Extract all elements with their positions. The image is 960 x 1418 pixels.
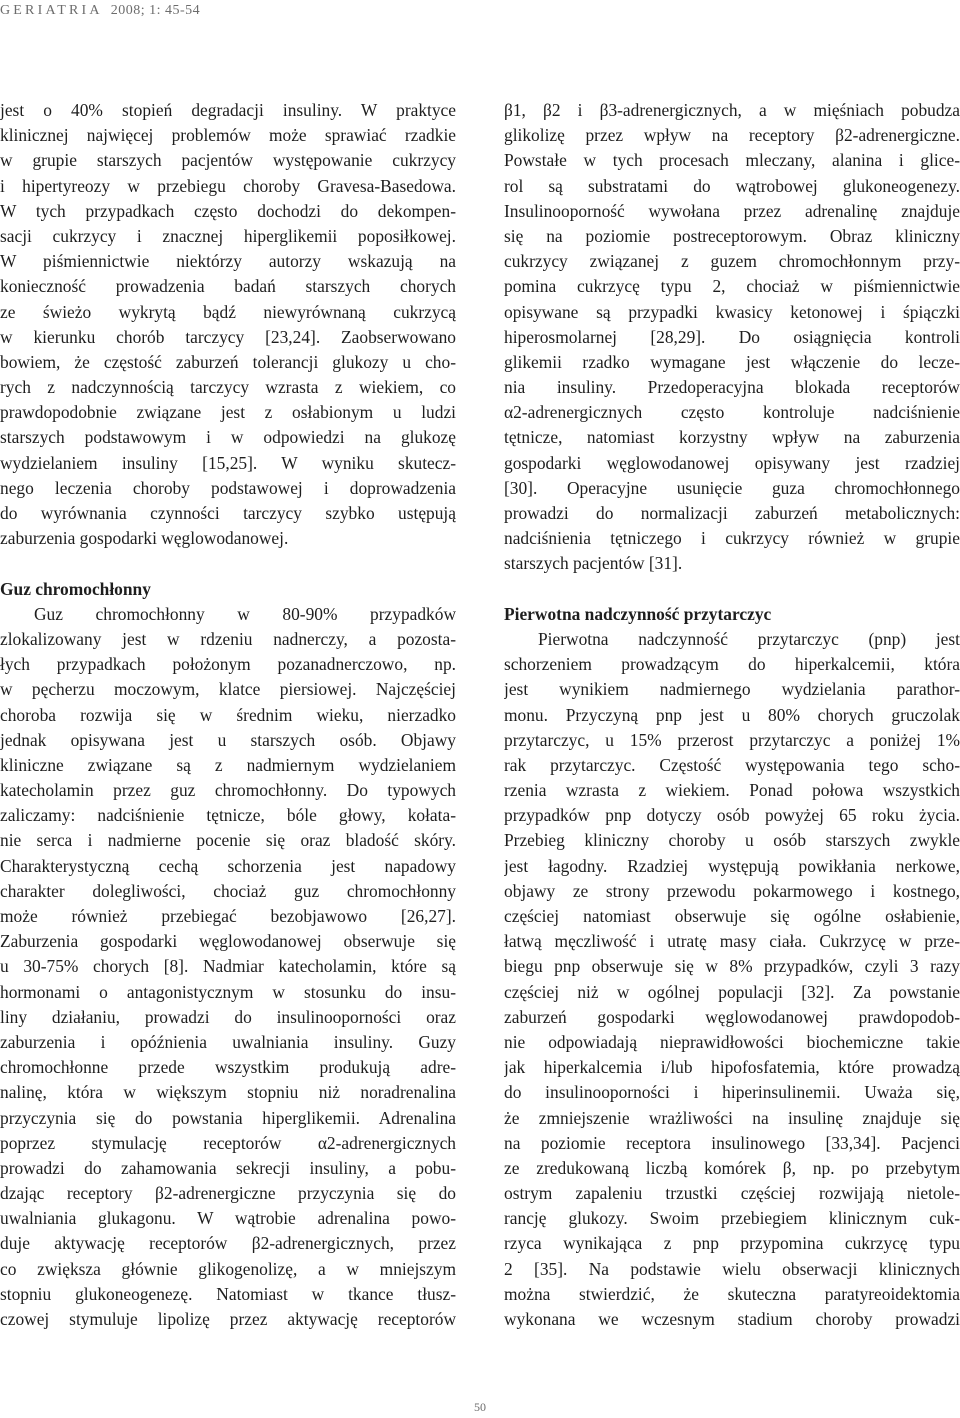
text-line: Zaburzenia gospodarki węglowodanowej obserwuje się xyxy=(0,931,456,952)
text-line: rancję glukozy. Swoim przebiegiem klinicznym cuk- xyxy=(504,1208,960,1229)
text-line: co zwiększa głównie glikogenolizę, a w mniejszym xyxy=(0,1258,456,1279)
text-line: W tych przypadkach często dochodzi do dekompen- xyxy=(0,200,456,221)
text-line: zaliczamy: nadciśnienie tętnicze, bóle głowy, kołata- xyxy=(0,805,456,826)
text-line: duje aktywację receptorów β2-adrenergicznych, przez xyxy=(0,1233,456,1254)
text-line: gospodarki węglowodanowej opisywany jest rzadziej xyxy=(504,452,960,473)
text-line: przytarczyc, u 15% przerost przytarczyc a poniżej 1% xyxy=(504,729,960,750)
text-line: charakter dolegliwości, chociaż guz chromochłonny xyxy=(0,880,456,901)
text-line: klinicznej najwięcej problemów może sprawiać rzadkie xyxy=(0,125,456,146)
text-line: prowadzi do normalizacji zaburzeń metabolicznych: xyxy=(504,503,960,523)
left-column xyxy=(0,98,456,1332)
text-line: sacji cukrzycy i znacznej hiperglikemii poposiłkowej. xyxy=(0,225,456,246)
text-line: rak przytarczyc. Częstość występowania tego scho- xyxy=(504,754,960,775)
text-line: jak hiperkalcemia i/lub hipofosfatemia, które prowadzą xyxy=(504,1057,960,1078)
text-line: katecholamin przez guz chromochłonny. Do typowych xyxy=(0,780,456,801)
text-line: Charakterystyczną cechą schorzenia jest napadowy xyxy=(0,855,456,876)
text-line: nia insuliny. Przedoperacyjna blokada receptorów xyxy=(504,377,960,398)
text-line: opisywane są przypadki kwasicy ketonowej i śpiączki xyxy=(504,301,960,322)
text-line: Powstałe w tych procesach mleczany, alanina i glice- xyxy=(504,150,960,171)
text-line: ze zredukowaną liczbą komórek β, np. po przebytym xyxy=(504,1157,960,1178)
text-line: kliniczne związane są z nadmiernym wydzielaniem xyxy=(0,754,456,775)
journal-name: GERIATRIA xyxy=(0,3,103,18)
text-line: w pęcherzu moczowym, klatce piersiowej. Najczęściej xyxy=(0,679,456,700)
text-line: jest wynikiem nadmiernego wydzielania parathor- xyxy=(504,679,960,700)
text-line: łych przypadkach położonym pozanadnerczowo, np. xyxy=(0,654,456,675)
text-line: bowiem, że częstość zaburzeń tolerancji glukozy u cho- xyxy=(0,351,456,372)
text-line: poprzez stymulację receptorów α2-adrenergicznych xyxy=(0,1132,456,1153)
text-line: glikolizę przez wpływ na receptory β2-adrenergiczne. xyxy=(504,125,960,146)
text-line: do wyrównania czynności tarczycy szybko ustępują xyxy=(0,503,456,523)
text-line: zaburzeń gospodarki węglowodanowej prawdopodob- xyxy=(504,1006,960,1027)
text-line: nie serca i nadmierne pocenie się oraz bladość skóry. xyxy=(0,830,456,851)
text-line: 2 [35]. Na podstawie wielu obserwacji klinicznych xyxy=(504,1258,960,1279)
text-line: monu. Przyczyną pnp jest u 80% chorych gruczolak xyxy=(504,704,960,725)
text-line: rzenia wzrasta z wiekiem. Ponad połowa wszystkich xyxy=(504,780,960,801)
running-header xyxy=(0,0,960,22)
text-line: się na poziomie postreceptorowym. Obraz kliniczny xyxy=(504,225,960,246)
section-heading: Pierwotna nadczynność przytarczyc xyxy=(504,603,772,624)
text-line: Guz chromochłonny w 80-90% przypadków xyxy=(34,603,456,624)
text-line: chromochłonne przede wszystkim produkują adre- xyxy=(0,1057,456,1078)
text-line: nadciśnienia tętniczego i cukrzycy również w grupie xyxy=(504,528,960,549)
text-line: stopniu glukoneogenezę. Natomiast w tkance tłusz- xyxy=(0,1283,456,1304)
text-line: [30]. Operacyjne usunięcie guza chromochłonnego xyxy=(504,477,960,498)
text-line: prowadzi do zahamowania sekrecji insuliny, a pobu- xyxy=(0,1157,456,1178)
text-line: W piśmiennictwie niektórzy autorzy wskazują na xyxy=(0,251,456,272)
text-line: β1, β2 i β3-adrenergicznych, a w mięśniach pobudza xyxy=(504,100,960,120)
text-line: nalinę, która w większym stopniu niż noradrenalina xyxy=(0,1082,456,1103)
text-line: i hipertyreozy w przebiegu choroby Gravesa-Basedowa. xyxy=(0,175,456,196)
text-line: tętnicze, natomiast korzystny wpływ na zaburzenia xyxy=(504,427,960,448)
text-line: starszych podstawowym i w odpowiedzi na glukozę xyxy=(0,427,456,448)
text-line: objawy ze strony przewodu pokarmowego i kostnego, xyxy=(504,880,960,901)
text-line: przyczynia się do powstania hiperglikemii. Adrenalina xyxy=(0,1107,456,1128)
text-line: przypadków pnp dotyczy osób powyżej 65 roku życia. xyxy=(504,805,960,826)
text-line: że zmniejszenie wrażliwości na insulinę znajduje się xyxy=(504,1107,960,1128)
journal-citation: 2008; 1: 45-54 xyxy=(110,3,201,18)
text-line: schorzeniem prowadzącym do hiperkalcemii, która xyxy=(504,654,960,675)
text-line: rol są substratami do wątrobowej glukoneogenezy. xyxy=(504,175,960,196)
text-line: można stwierdzić, że skuteczna paratyreoidektomia xyxy=(504,1283,960,1304)
text-line: Insulinooporność wywołana przez adrenalinę znajduje xyxy=(504,200,960,221)
text-line: cukrzycy związanej z guzem chromochłonnym przy- xyxy=(504,251,960,272)
text-line: jest o 40% stopień degradacji insuliny. W praktyce xyxy=(0,100,456,120)
text-line: u 30-75% chorych [8]. Nadmiar katecholamin, które są xyxy=(0,956,456,977)
text-line: wykonana we wczesnym stadium choroby prowadzi xyxy=(504,1309,960,1329)
page-number: 50 xyxy=(474,1400,486,1414)
text-line: rzyca wynikająca z pnp przypomina cukrzycę typu xyxy=(504,1233,960,1254)
text-line: biegu pnp obserwuje się w 8% przypadków, czyli 3 razy xyxy=(504,956,960,977)
text-line: dzając receptory β2-adrenergiczne przyczynia się do xyxy=(0,1183,456,1204)
text-line: częściej niż w ogólnej populacji [32]. Za powstanie xyxy=(504,981,960,1002)
text-line: glikemii rzadko wymagane jest włączenie do lecze- xyxy=(504,351,960,372)
right-column xyxy=(504,98,960,1332)
text-line: jest łagodny. Rzadziej występują powikłania nerkowe, xyxy=(504,855,960,876)
text-line: do insulinooporności i hiperinsulinemii. Uważa się, xyxy=(504,1082,960,1103)
paragraph-gap xyxy=(0,551,456,576)
text-line: ze świeżo wykrytą bądź niewyrównaną cukrzycą xyxy=(0,301,456,322)
paragraph-gap xyxy=(504,577,960,602)
text-line: jednak opisywana jest u starszych osób. Objawy xyxy=(0,729,456,750)
text-line: Pierwotna nadczynność przytarczyc (pnp) jest xyxy=(538,628,960,649)
text-line: choroba rozwija się w średnim wieku, nierzadko xyxy=(0,704,456,725)
text-line: zlokalizowany jest w rdzeniu nadnerczy, a pozosta- xyxy=(0,628,456,649)
text-line: ostrym zapaleniu trzustki częściej rozwijają nietole- xyxy=(504,1183,960,1204)
text-line: uwalniania glukagonu. W wątrobie adrenalina powo- xyxy=(0,1208,456,1229)
text-line: na poziomie receptora insulinowego [33,34]. Pacjenci xyxy=(504,1132,960,1153)
text-line: łatwą męczliwość i utratę masy ciała. Cukrzycę w prze- xyxy=(504,931,960,952)
text-line: prawdopodobnie związane jest z osłabionym u ludzi xyxy=(0,402,456,423)
text-line: zaburzenia gospodarki węglowodanowej. xyxy=(0,528,289,549)
text-line: α2-adrenergicznych często kontroluje nadciśnienie xyxy=(504,402,960,423)
text-line: nego leczenia choroby podstawowej i doprowadzenia xyxy=(0,477,456,498)
text-line: nie odpowiadają nieprawidłowości biochemiczne takie xyxy=(504,1031,960,1052)
text-line: konieczność prowadzenia badań starszych chorych xyxy=(0,276,456,297)
text-line: w grupie starszych pacjentów występowanie cukrzycy xyxy=(0,150,456,171)
text-line: pomina cukrzycę typu 2, chociaż w piśmiennictwie xyxy=(504,276,960,297)
section-heading: Guz chromochłonny xyxy=(0,578,151,599)
text-line: częściej natomiast obserwuje się ogólne osłabienie, xyxy=(504,906,960,926)
text-line: rych z nadczynnością tarczycy wzrasta z wiekiem, co xyxy=(0,377,456,398)
text-line: hormonami o antagonistycznym w stosunku do insu- xyxy=(0,981,456,1002)
text-line: starszych pacjentów [31]. xyxy=(504,553,683,574)
text-line: może również przebiegać bezobjawowo [26,27]. xyxy=(0,906,456,926)
text-line: czowej stymuluje lipolizę przez aktywację receptorów xyxy=(0,1309,456,1329)
text-line: liny działaniu, prowadzi do insulinooporności oraz xyxy=(0,1006,456,1027)
text-line: Przebieg kliniczny choroby u osób starszych zwykle xyxy=(504,830,960,851)
text-line: zaburzenia i opóźnienia uwalniania insuliny. Guzy xyxy=(0,1031,456,1052)
text-line: wydzielaniem insuliny [15,25]. W wyniku skutecz- xyxy=(0,452,456,473)
text-line: hiperosmolarnej [28,29]. Do osiągnięcia kontroli xyxy=(504,326,960,347)
text-line: w kierunku chorób tarczycy [23,24]. Zaobserwowano xyxy=(0,326,456,347)
